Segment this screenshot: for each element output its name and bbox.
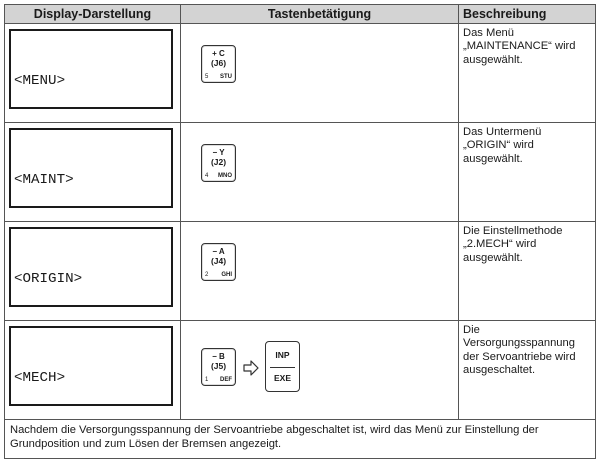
key-letters: MNO	[218, 173, 232, 179]
description-cell	[459, 123, 596, 222]
key-mid-label: (J2)	[210, 157, 227, 167]
lcd-line: <ORIGIN>	[14, 271, 83, 288]
key-mid-label: (J5)	[210, 361, 227, 371]
description-cell	[459, 222, 596, 321]
lcd-screen-maint	[9, 128, 173, 208]
key-divider	[270, 367, 295, 368]
description-cell	[459, 24, 596, 123]
display-cell	[5, 321, 181, 420]
step-description: Die Versorgungsspannung der Servoantriebe wird ausgeschaltet.	[463, 324, 576, 377]
key-letters: DEF	[220, 377, 232, 383]
key-letters: STU	[220, 74, 232, 80]
key-mid-label: (J6)	[210, 58, 227, 68]
step-row-2	[5, 123, 596, 222]
lcd-screen-mech	[9, 326, 173, 406]
minus-a-key-icon[interactable]	[201, 243, 236, 281]
keys-cell	[181, 222, 459, 321]
step-row-3	[5, 222, 596, 321]
key-bottom-label: EXE	[273, 373, 291, 383]
key-number: 5	[205, 74, 209, 80]
key-number: 4	[205, 173, 209, 179]
display-cell	[5, 222, 181, 321]
step-description: Das Menü „MAINTENANCE“ wird ausgewählt.	[463, 27, 576, 66]
minus-y-key-icon[interactable]	[201, 144, 236, 182]
keys-cell	[181, 24, 459, 123]
display-cell	[5, 123, 181, 222]
keys-cell	[181, 321, 459, 420]
lcd-line: <MECH>	[14, 370, 66, 387]
step-description: Die Einstellmethode „2.MECH“ wird ausgewählt.	[463, 225, 563, 264]
key-top-label: + C	[212, 49, 225, 58]
lcd-line: <MAINT>	[14, 172, 74, 189]
display-cell	[5, 24, 181, 123]
header-display: Display-Darstellung	[5, 5, 181, 24]
key-letters: GHI	[221, 272, 232, 278]
step-description: Das Untermenü „ORIGIN“ wird ausgewählt.	[463, 126, 542, 165]
footer-cell	[5, 420, 596, 459]
lcd-screen-origin	[9, 227, 173, 307]
footer-note: Nachdem die Versorgungsspannung der Servoantriebe abgeschaltet ist, wird das Menü zur Einstellung der Grundposition und zum Lösen der Bremsen angezeigt.	[10, 424, 539, 450]
key-top-label: INP	[275, 350, 290, 360]
header-description: Beschreibung	[459, 5, 596, 24]
keys-cell	[181, 123, 459, 222]
key-top-label: − B	[212, 352, 225, 361]
header-keys: Tastenbetätigung	[181, 5, 459, 24]
lcd-screen-menu	[9, 29, 173, 109]
key-number: 2	[205, 272, 209, 278]
key-top-label: − A	[212, 247, 225, 256]
key-mid-label: (J4)	[210, 256, 227, 266]
step-row-1	[5, 24, 596, 123]
footer-row	[5, 420, 596, 459]
key-number: 1	[205, 377, 209, 383]
key-top-label: − Y	[212, 148, 225, 157]
minus-b-key-icon[interactable]	[201, 348, 236, 386]
plus-c-key-icon[interactable]	[201, 45, 236, 83]
lcd-line: <MENU>	[14, 73, 66, 90]
procedure-table	[4, 4, 596, 459]
description-cell	[459, 321, 596, 420]
then-arrow-icon	[242, 359, 260, 377]
step-row-4	[5, 321, 596, 420]
inp-exe-key-icon[interactable]	[265, 341, 300, 392]
